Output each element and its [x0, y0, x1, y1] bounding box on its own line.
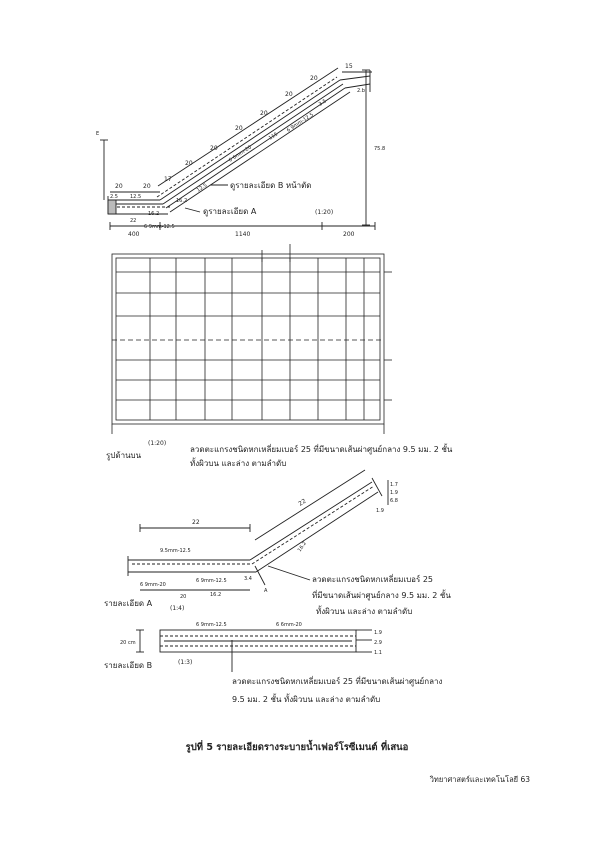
plan-view-grid: [112, 244, 392, 434]
detail-a-dim-17: 1.7: [390, 482, 398, 488]
detail-a-rebar-1: 9.5mm-12.5: [160, 548, 191, 554]
elevation-scale: (1:20): [315, 209, 334, 216]
detail-a-callout: ดูรายละเอียด A: [203, 207, 257, 216]
bar-115-label: 115: [267, 131, 280, 142]
detail-a-title: รายละเอียด A: [104, 599, 153, 608]
dim-200: 200: [343, 231, 355, 238]
detail-a-note-2: ที่มีขนาดเส้นผ่าศูนย์กลาง 9.5 มม. 2 ชั้น: [312, 591, 451, 600]
detail-a-dim-19: 1.9: [390, 490, 398, 496]
dim-step-3: 17: [164, 176, 172, 183]
detail-b-side-3: 1.1: [374, 650, 382, 656]
dim-1140: 1140: [235, 231, 251, 238]
left-label-162: 16.2: [148, 211, 160, 217]
bar-35-label: 3.5: [317, 98, 328, 108]
dim-step-9: 20: [310, 75, 318, 82]
plan-view-title: รูปด้านบน: [106, 451, 142, 460]
section-elevation: [100, 68, 375, 230]
rebar-bottom-label: 6 9mm-12.5: [144, 224, 175, 230]
left-label-22: 22: [130, 218, 137, 224]
tag-2b: 2.b: [357, 88, 365, 94]
detail-b-rebar-2: 6 6mm-20: [276, 622, 302, 628]
dim-400: 400: [128, 231, 140, 238]
dim-step-4: 20: [185, 160, 193, 167]
detail-b-dim-20: 20 cm: [120, 640, 136, 646]
detail-b-callout: ดูรายละเอียด B หน้าตัด: [230, 181, 312, 190]
detail-a-dim-162: 16.2: [210, 592, 222, 598]
dim-step-5: 20: [210, 145, 218, 152]
plan-view-note-1: ลวดตะแกรงชนิดหกเหลี่ยมเบอร์ 25 ที่มีขนาดเส้นผ่าศูนย์กลาง 9.5 มม. 2 ชั้น: [190, 445, 453, 454]
plan-view-scale: (1:20): [148, 440, 167, 447]
detail-a-rebar-2: 6 9mm-12.5: [196, 578, 227, 584]
plan-view-labels: [106, 440, 453, 468]
detail-b-rebar-1: 6 9mm-12.5: [196, 622, 227, 628]
dim-step-1: 20: [115, 183, 123, 190]
page-footer: วิทยาศาสตร์และเทคโนโลยี 63: [429, 775, 530, 784]
left-label-25: 2.5: [110, 194, 118, 200]
detail-b-title: รายละเอียด B: [104, 661, 153, 670]
detail-a-drawing: [128, 470, 388, 590]
rebar-top-label: 6 9mm-12.5: [285, 111, 315, 134]
left-label-125: 12.5: [130, 194, 142, 200]
mark-e: E: [96, 131, 100, 137]
left-label-162b: 16.2: [176, 198, 188, 204]
detail-a-note-1: ลวดตะแกรงชนิดหกเหลี่ยมเบอร์ 25: [312, 575, 434, 584]
detail-b-side-1: 1.9: [374, 630, 382, 636]
detail-a-rebar-3: 6 9mm-20: [140, 582, 166, 588]
detail-b-note-1: ลวดตะแกรงชนิดหกเหลี่ยมเบอร์ 25 ที่มีขนาดเส้นผ่าศูนย์กลาง: [232, 677, 443, 686]
dim-step-6: 20: [235, 125, 243, 132]
detail-a-dim-22: 22: [192, 519, 200, 526]
height-total-label: 75.8: [374, 146, 386, 152]
detail-a-mark: A: [264, 588, 268, 594]
section-elevation-labels: [96, 63, 385, 238]
detail-a-dim-22b: 22: [297, 497, 308, 508]
detail-a-dim-68: 6.8: [390, 498, 398, 504]
slab-thickness-label: 12.5: [195, 182, 209, 194]
detail-a-note-3: ทั้งผิวบน และล่าง ตามลำดับ: [316, 607, 413, 616]
detail-b-labels: [104, 622, 442, 704]
dim-step-7: 20: [260, 110, 268, 117]
detail-b-note-2: 9.5 มม. 2 ชั้น ทั้งผิวบน และล่าง ตามลำดับ: [232, 695, 381, 704]
detail-b-scale: (1:3): [178, 659, 193, 666]
dim-step-8: 20: [285, 91, 293, 98]
detail-a-dim-162b: 16.2: [296, 540, 309, 554]
dim-step-10: 15: [345, 63, 353, 70]
detail-b-drawing: [136, 630, 372, 672]
figure-caption: รูปที่ 5 รายละเอียดรางระบายน้ำเฟอร์โรซีเมนต์ ที่เสนอ: [185, 742, 409, 753]
detail-a-dim-19b: 1.9: [376, 508, 384, 514]
rebar-mid-label: 6 6mm-20: [227, 144, 253, 164]
dim-step-2: 20: [143, 183, 151, 190]
detail-a-dim-20: 20: [180, 594, 187, 600]
detail-a-scale: (1:4): [170, 605, 185, 612]
detail-a-labels: [104, 482, 451, 616]
detail-b-side-2: 2.9: [374, 640, 382, 646]
detail-a-dim-34: 3.4: [244, 576, 252, 582]
plan-view-note-2: ทั้งผิวบน และล่าง ตามลำดับ: [190, 459, 287, 468]
